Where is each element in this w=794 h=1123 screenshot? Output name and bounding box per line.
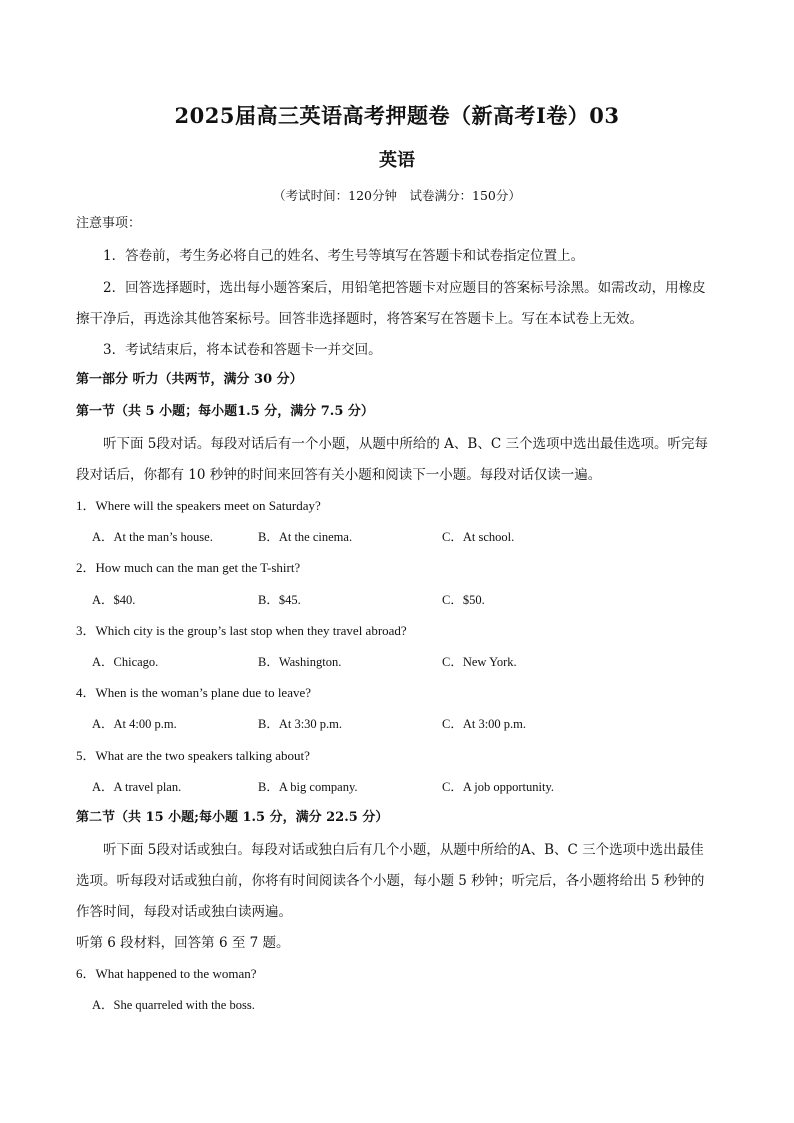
- material-note: 听第 6 段材料，回答第 6 至 7 题。: [76, 935, 290, 951]
- question-4-option-a: A．At 4:00 p.m.: [92, 717, 177, 731]
- exam-info: （考试时间：120分钟 试卷满分：150分）: [273, 188, 521, 203]
- question-1-option-c: C．At school.: [442, 530, 515, 544]
- question-2-option-a: A．$40.: [92, 593, 136, 607]
- question-3-stem: 3．Which city is the group’s last stop when they travel abroad?: [76, 623, 407, 638]
- question-5-option-a: A．A travel plan.: [92, 780, 182, 794]
- question-1-option-a: A．At the man’s house.: [92, 530, 213, 544]
- section1-instructions-2: 段对话后，你都有 10 秒钟的时间来回答有关小题和阅读下一小题。每段对话仅读一遍。: [76, 467, 602, 483]
- question-2-stem: 2．How much can the man get the T-shirt?: [76, 560, 301, 575]
- question-5-stem: 5．What are the two speakers talking about?: [76, 748, 310, 763]
- question-4-option-c: C．At 3:00 p.m.: [442, 717, 527, 731]
- section1-heading: 第一节（共 5 小题；每小题1.5 分，满分 7.5 分）: [76, 404, 374, 419]
- section1-instructions-1: 听下面 5段对话。每段对话后有一个小题，从题中所给的 A、B、C 三个选项中选出最佳选项。听完每: [103, 436, 708, 452]
- question-6-stem: 6．What happened to the woman?: [76, 966, 257, 981]
- notice-item-3: 3．考试结束后，将本试卷和答题卡一并交回。: [103, 342, 382, 358]
- question-5-option-c: C．A job opportunity.: [442, 780, 555, 794]
- exam-title: 2025届高三英语高考押题卷（新高考I卷）03: [174, 103, 620, 128]
- question-4-stem: 4．When is the woman’s plane due to leave?: [76, 685, 312, 700]
- section2-instructions-3: 作答时间，每段对话或独白读两遍。: [76, 904, 292, 920]
- question-2-option-b: B．$45.: [258, 593, 301, 607]
- notice-heading: 注意事项：: [76, 216, 142, 231]
- question-2-option-c: C．$50.: [442, 593, 485, 607]
- question-4-option-b: B．At 3:30 p.m.: [258, 717, 343, 731]
- question-5-option-b: B．A big company.: [258, 780, 358, 794]
- notice-item-2: 2．回答选择题时，选出每小题答案后，用铅笔把答题卡对应题目的答案标号涂黑。如需改动，用橡皮: [103, 280, 706, 296]
- subject-heading: 英语: [379, 150, 415, 171]
- section2-instructions-1: 听下面 5段对话或独白。每段对话或独白后有几个小题，从题中所给的A、B、C 三个选项中选出最佳: [103, 842, 704, 858]
- question-3-option-b: B．Washington.: [258, 655, 342, 669]
- question-3-option-a: A．Chicago.: [92, 655, 159, 669]
- notice-item-2-cont: 擦干净后，再选涂其他答案标号。回答非选择题时，将答案写在答题卡上。写在本试卷上无效。: [76, 311, 643, 327]
- question-1-stem: 1．Where will the speakers meet on Saturday?: [76, 498, 321, 513]
- notice-item-1: 1．答卷前，考生务必将自己的姓名、考生号等填写在答题卡和试卷指定位置上。: [103, 248, 585, 264]
- question-6-option-a: A．She quarreled with the boss.: [92, 998, 255, 1012]
- section2-heading: 第二节（共 15 小题;每小题 1.5 分，满分 22.5 分）: [76, 810, 389, 825]
- section2-instructions-2: 选项。听每段对话或独白前，你将有时间阅读各个小题，每小题 5 秒钟；听完后，各小题将给出 5 秒钟的: [76, 873, 705, 889]
- question-1-option-b: B．At the cinema.: [258, 530, 353, 544]
- part1-heading: 第一部分 听力（共两节，满分 30 分）: [76, 372, 303, 387]
- question-3-option-c: C．New York.: [442, 655, 517, 669]
